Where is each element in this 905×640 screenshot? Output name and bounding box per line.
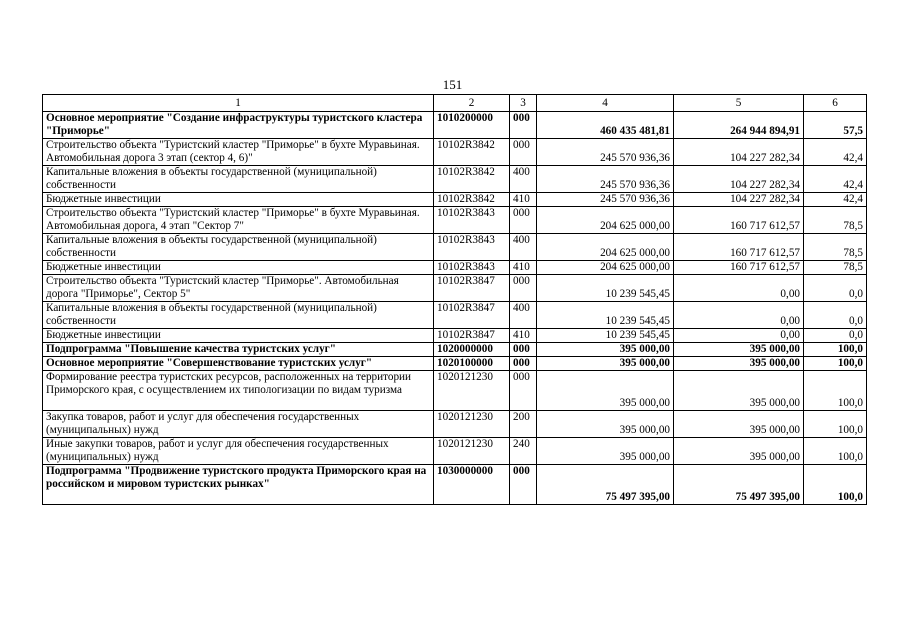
row-plan-cell: 204 625 000,00 (537, 261, 674, 275)
row-name-cell: Иные закупки товаров, работ и услуг для обеспечения государственных (муниципальных) нужд (43, 438, 434, 465)
row-plan-cell: 395 000,00 (537, 411, 674, 438)
table-row (43, 207, 867, 234)
row-code-cell: 10102R3843 (434, 207, 510, 234)
row-name-cell: Строительство объекта "Туристский кластер "Приморье" в бухте Муравьиная. Автомобильная дорога 3 этап (сектор 4, 6)" (43, 139, 434, 166)
row-name-cell: Строительство объекта "Туристский кластер "Приморье". Автомобильная дорога "Приморье", Сектор 5" (43, 275, 434, 302)
header-cell: 5 (674, 95, 804, 112)
row-name-cell: Капитальные вложения в объекты государственной (муниципальной) собственности (43, 166, 434, 193)
row-fact-cell: 104 227 282,34 (674, 193, 804, 207)
table-row (43, 438, 867, 465)
row-plan-cell: 395 000,00 (537, 371, 674, 411)
row-code-cell: 10102R3847 (434, 329, 510, 343)
row-percent-cell: 42,4 (804, 166, 867, 193)
row-type-cell: 000 (510, 343, 537, 357)
table-row (43, 139, 867, 166)
row-code-cell: 10102R3842 (434, 139, 510, 166)
row-percent-cell: 0,0 (804, 275, 867, 302)
row-name-cell: Бюджетные инвестиции (43, 261, 434, 275)
row-type-cell: 000 (510, 371, 537, 411)
table-row (43, 343, 867, 357)
row-code-cell: 1030000000 (434, 465, 510, 505)
row-fact-cell: 395 000,00 (674, 411, 804, 438)
row-percent-cell: 78,5 (804, 234, 867, 261)
row-type-cell: 240 (510, 438, 537, 465)
row-type-cell: 410 (510, 193, 537, 207)
row-plan-cell: 245 570 936,36 (537, 193, 674, 207)
row-type-cell: 000 (510, 207, 537, 234)
row-fact-cell: 0,00 (674, 329, 804, 343)
row-name-cell: Формирование реестра туристских ресурсов, расположенных на территории Приморского края, с осуществлением их типологизации по видам туризма (43, 371, 434, 411)
row-code-cell: 10102R3842 (434, 193, 510, 207)
header-cell: 1 (43, 95, 434, 112)
table-row (43, 112, 867, 139)
row-name-cell: Основное мероприятие "Создание инфраструктуры туристского кластера "Приморье" (43, 112, 434, 139)
row-percent-cell: 100,0 (804, 371, 867, 411)
row-percent-cell: 100,0 (804, 411, 867, 438)
row-code-cell: 1020121230 (434, 438, 510, 465)
row-type-cell: 400 (510, 234, 537, 261)
table-row (43, 357, 867, 371)
row-code-cell: 1020121230 (434, 411, 510, 438)
row-fact-cell: 160 717 612,57 (674, 207, 804, 234)
row-plan-cell: 395 000,00 (537, 357, 674, 371)
row-percent-cell: 78,5 (804, 207, 867, 234)
row-plan-cell: 10 239 545,45 (537, 275, 674, 302)
row-name-cell: Капитальные вложения в объекты государственной (муниципальной) собственности (43, 234, 434, 261)
row-name-cell: Подпрограмма "Повышение качества туристских услуг" (43, 343, 434, 357)
row-percent-cell: 100,0 (804, 343, 867, 357)
row-type-cell: 410 (510, 329, 537, 343)
row-percent-cell: 100,0 (804, 357, 867, 371)
row-fact-cell: 395 000,00 (674, 343, 804, 357)
row-plan-cell: 245 570 936,36 (537, 166, 674, 193)
row-fact-cell: 395 000,00 (674, 438, 804, 465)
row-percent-cell: 0,0 (804, 329, 867, 343)
table-row (43, 302, 867, 329)
row-fact-cell: 0,00 (674, 302, 804, 329)
row-code-cell: 1020121230 (434, 371, 510, 411)
table-row (43, 411, 867, 438)
row-percent-cell: 100,0 (804, 465, 867, 505)
header-cell: 3 (510, 95, 537, 112)
table-row (43, 166, 867, 193)
row-percent-cell: 100,0 (804, 438, 867, 465)
budget-table (42, 94, 867, 505)
row-plan-cell: 245 570 936,36 (537, 139, 674, 166)
table-row (43, 465, 867, 505)
row-fact-cell: 264 944 894,91 (674, 112, 804, 139)
row-fact-cell: 160 717 612,57 (674, 261, 804, 275)
header-cell: 6 (804, 95, 867, 112)
row-plan-cell: 460 435 481,81 (537, 112, 674, 139)
row-code-cell: 1010200000 (434, 112, 510, 139)
row-plan-cell: 204 625 000,00 (537, 207, 674, 234)
header-cell: 2 (434, 95, 510, 112)
row-plan-cell: 75 497 395,00 (537, 465, 674, 505)
row-plan-cell: 395 000,00 (537, 438, 674, 465)
row-name-cell: Закупка товаров, работ и услуг для обеспечения государственных (муниципальных) нужд (43, 411, 434, 438)
row-plan-cell: 10 239 545,45 (537, 302, 674, 329)
table-row (43, 193, 867, 207)
row-code-cell: 10102R3842 (434, 166, 510, 193)
row-name-cell: Капитальные вложения в объекты государственной (муниципальной) собственности (43, 302, 434, 329)
row-fact-cell: 395 000,00 (674, 357, 804, 371)
row-type-cell: 000 (510, 357, 537, 371)
row-name-cell: Бюджетные инвестиции (43, 193, 434, 207)
row-type-cell: 200 (510, 411, 537, 438)
row-percent-cell: 42,4 (804, 193, 867, 207)
row-type-cell: 000 (510, 465, 537, 505)
row-type-cell: 410 (510, 261, 537, 275)
row-name-cell: Подпрограмма "Продвижение туристского продукта Приморского края на российском и мировом туристских рынках" (43, 465, 434, 505)
row-percent-cell: 78,5 (804, 261, 867, 275)
row-type-cell: 000 (510, 139, 537, 166)
table-row (43, 261, 867, 275)
row-code-cell: 10102R3847 (434, 275, 510, 302)
row-code-cell: 10102R3843 (434, 234, 510, 261)
row-percent-cell: 57,5 (804, 112, 867, 139)
row-percent-cell: 0,0 (804, 302, 867, 329)
row-type-cell: 400 (510, 302, 537, 329)
row-percent-cell: 42,4 (804, 139, 867, 166)
row-plan-cell: 204 625 000,00 (537, 234, 674, 261)
table-row (43, 275, 867, 302)
row-name-cell: Строительство объекта "Туристский кластер "Приморье" в бухте Муравьиная. Автомобильная дорога, 4 этап "Сектор 7" (43, 207, 434, 234)
row-fact-cell: 395 000,00 (674, 371, 804, 411)
row-code-cell: 10102R3847 (434, 302, 510, 329)
header-cell: 4 (537, 95, 674, 112)
table-row (43, 371, 867, 411)
table-row (43, 234, 867, 261)
row-fact-cell: 75 497 395,00 (674, 465, 804, 505)
row-fact-cell: 104 227 282,34 (674, 166, 804, 193)
row-type-cell: 000 (510, 112, 537, 139)
table-row (43, 329, 867, 343)
row-name-cell: Бюджетные инвестиции (43, 329, 434, 343)
page-number: 151 (442, 77, 463, 92)
row-type-cell: 400 (510, 166, 537, 193)
row-fact-cell: 104 227 282,34 (674, 139, 804, 166)
table-header-row (43, 95, 867, 112)
row-type-cell: 000 (510, 275, 537, 302)
row-plan-cell: 10 239 545,45 (537, 329, 674, 343)
row-fact-cell: 0,00 (674, 275, 804, 302)
row-plan-cell: 395 000,00 (537, 343, 674, 357)
row-name-cell: Основное мероприятие "Совершенствование туристских услуг" (43, 357, 434, 371)
row-code-cell: 1020000000 (434, 343, 510, 357)
row-fact-cell: 160 717 612,57 (674, 234, 804, 261)
row-code-cell: 1020100000 (434, 357, 510, 371)
row-code-cell: 10102R3843 (434, 261, 510, 275)
